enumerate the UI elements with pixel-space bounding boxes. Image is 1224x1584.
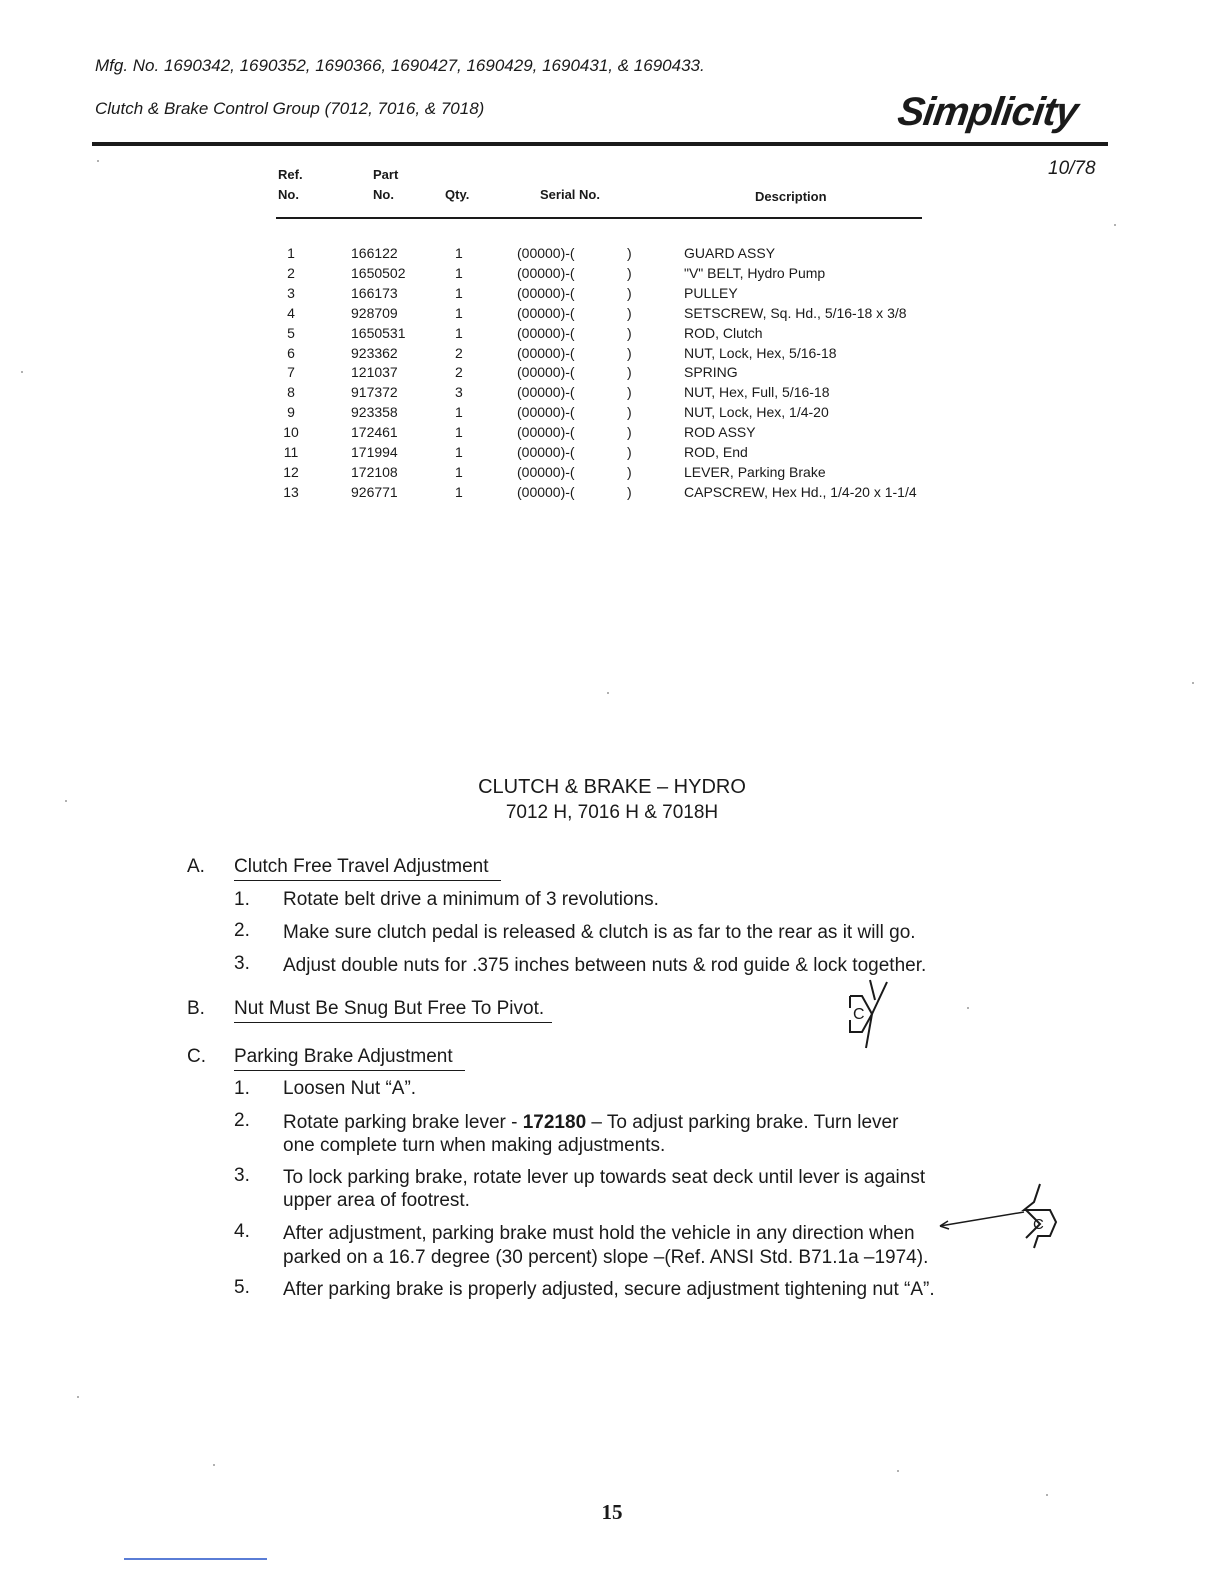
row-serial-start: (00000)-(: [517, 384, 575, 401]
row-description: "V" BELT, Hydro Pump: [684, 264, 826, 281]
row-serial-start: (00000)-(: [517, 344, 575, 361]
section-c-step-3-line-1: To lock parking brake, rotate lever up towards seat deck until lever is against: [283, 1167, 926, 1188]
scan-speck: [21, 371, 23, 373]
row-part-number: 923358: [351, 404, 398, 421]
scan-speck: [1192, 682, 1194, 684]
instructions-subtitle: 7012 H, 7016 H & 7018H: [505, 802, 719, 823]
row-part-number: 121037: [351, 364, 398, 381]
row-description: LEVER, Parking Brake: [684, 463, 826, 480]
header-ref: [278, 165, 303, 205]
row-part-number: 166122: [351, 245, 398, 261]
row-description: CAPSCREW, Hex Hd., 1/4-20 x 1-1/4: [684, 483, 917, 500]
row-description: GUARD ASSY: [684, 245, 776, 261]
header-part-top: Part: [373, 167, 399, 182]
row-serial-start: (00000)-(: [517, 364, 575, 381]
row-qty: 2: [455, 364, 463, 381]
header-qty: Qty.: [445, 187, 470, 202]
row-ref: 13: [283, 483, 299, 500]
row-serial-start: (00000)-(: [517, 444, 575, 460]
header-serial: Serial No.: [540, 187, 600, 202]
scan-speck: [897, 1470, 899, 1472]
table-row: [0, 464, 1224, 484]
row-qty: 3: [455, 384, 463, 401]
instructions-title: CLUTCH & BRAKE – HYDRO: [478, 776, 746, 798]
section-c-step-4-num: 4.: [234, 1221, 250, 1242]
section-c-title: Parking Brake Adjustment: [234, 1046, 465, 1071]
row-serial-end: ): [627, 364, 632, 381]
row-qty: 1: [455, 324, 463, 341]
scan-speck: [97, 160, 99, 162]
row-description: SETSCREW, Sq. Hd., 5/16-18 x 3/8: [684, 304, 907, 321]
row-serial-start: (00000)-(: [517, 483, 575, 500]
header-ref-bottom: No.: [278, 187, 299, 202]
section-c-step-3-line-2: upper area of footrest.: [283, 1190, 470, 1211]
section-c-step-5-num: 5.: [234, 1277, 250, 1298]
row-serial-end: ): [627, 404, 632, 421]
table-row: [0, 245, 1224, 265]
callout-c-marker-c: [930, 1178, 1062, 1258]
row-description: NUT, Lock, Hex, 1/4-20: [684, 404, 829, 421]
revision-date: 10/78: [1048, 158, 1096, 179]
section-c-step-1-text: Loosen Nut “A”.: [283, 1078, 417, 1099]
section-c-step-2-post: – To adjust parking brake. Turn lever: [586, 1112, 899, 1133]
row-serial-end: ): [627, 264, 632, 281]
section-b-title: Nut Must Be Snug But Free To Pivot.: [234, 998, 552, 1023]
row-qty: 1: [455, 483, 463, 500]
row-ref: 5: [287, 324, 295, 341]
row-description: NUT, Hex, Full, 5/16-18: [684, 384, 830, 401]
row-ref: 7: [287, 364, 295, 381]
row-ref: 11: [283, 444, 299, 460]
row-ref: 8: [287, 384, 295, 401]
table-row: [0, 384, 1224, 404]
row-part-number: 171994: [351, 444, 398, 460]
row-qty: 1: [455, 245, 463, 261]
row-description: PULLEY: [684, 284, 738, 301]
section-c-step-4-line-1: After adjustment, parking brake must hold the vehicle in any direction when: [283, 1223, 915, 1244]
row-serial-end: ): [627, 444, 632, 460]
simplicity-logo: Simplicity: [894, 90, 1081, 134]
row-serial-start: (00000)-(: [517, 284, 575, 301]
footer-underline: [124, 1558, 267, 1560]
row-part-number: 926771: [351, 483, 398, 500]
section-c-step-2-line-1: [283, 1110, 898, 1135]
section-a-step-1-num: 1.: [234, 889, 250, 910]
row-part-number: 1650502: [351, 264, 406, 281]
table-row: [0, 484, 1224, 504]
row-ref: 10: [283, 424, 299, 441]
row-qty: 2: [455, 344, 463, 361]
section-a-letter: A.: [187, 856, 205, 877]
table-row: [0, 285, 1224, 305]
header-ref-top: Ref.: [278, 167, 303, 182]
header-part: [373, 165, 398, 205]
section-a-step-2-num: 2.: [234, 920, 250, 941]
section-a-step-3-text: Adjust double nuts for .375 inches between nuts & rod guide & lock together.: [283, 955, 927, 976]
row-serial-start: (00000)-(: [517, 324, 575, 341]
table-row: [0, 404, 1224, 424]
row-serial-start: (00000)-(: [517, 304, 575, 321]
section-c-step-2-pre: Rotate parking brake lever -: [283, 1112, 523, 1133]
row-qty: 1: [455, 304, 463, 321]
row-serial-end: ): [627, 324, 632, 341]
row-serial-start: (00000)-(: [517, 264, 575, 281]
section-c-step-1-num: 1.: [234, 1078, 250, 1099]
row-ref: 4: [287, 304, 295, 321]
row-description: ROD, End: [684, 444, 748, 460]
row-ref: 9: [287, 404, 295, 421]
table-row: [0, 325, 1224, 345]
row-part-number: 928709: [351, 304, 398, 321]
scan-speck: [1114, 224, 1116, 226]
lever-part-number: 172180: [522, 1112, 587, 1133]
row-part-number: 923362: [351, 344, 398, 361]
scan-speck: [77, 1396, 79, 1398]
row-description: SPRING: [684, 364, 738, 381]
mfg-numbers: Mfg. No. 1690342, 1690352, 1690366, 1690427, 1690429, 1690431, & 1690433.: [95, 56, 705, 75]
row-serial-end: ): [627, 424, 632, 441]
table-header-rule: [276, 217, 922, 219]
row-part-number: 172108: [351, 463, 398, 480]
row-serial-start: (00000)-(: [517, 424, 575, 441]
section-c-step-2-num: 2.: [234, 1110, 250, 1131]
header-rule: [92, 142, 1108, 146]
row-part-number: 917372: [351, 384, 398, 401]
row-serial-start: (00000)-(: [517, 404, 575, 421]
table-row: [0, 424, 1224, 444]
group-title: Clutch & Brake Control Group (7012, 7016, & 7018): [95, 99, 485, 118]
scan-speck: [1046, 1494, 1048, 1496]
scan-speck: [65, 800, 67, 802]
row-qty: 1: [455, 444, 463, 460]
row-serial-end: ): [627, 344, 632, 361]
row-ref: 2: [287, 264, 295, 281]
row-serial-end: ): [627, 463, 632, 480]
row-ref: 12: [283, 463, 299, 480]
table-row: [0, 364, 1224, 384]
row-serial-end: ): [627, 304, 632, 321]
section-b-letter: B.: [187, 998, 205, 1019]
row-qty: 1: [455, 463, 463, 480]
row-serial-end: ): [627, 245, 632, 261]
row-ref: 6: [287, 344, 295, 361]
row-ref: 1: [287, 245, 295, 261]
callout-c-letter-b: C: [853, 1006, 865, 1023]
row-qty: 1: [455, 264, 463, 281]
row-part-number: 166173: [351, 284, 398, 301]
row-serial-end: ): [627, 483, 632, 500]
row-part-number: 172461: [351, 424, 398, 441]
row-qty: 1: [455, 424, 463, 441]
section-c-step-4-line-2: parked on a 16.7 degree (30 percent) slope –(Ref. ANSI Std. B71.1a –1974).: [283, 1247, 929, 1268]
section-c-step-5-text: After parking brake is properly adjusted, secure adjustment tightening nut “A”.: [283, 1279, 935, 1300]
section-a-title: Clutch Free Travel Adjustment: [234, 856, 501, 881]
row-qty: 1: [455, 284, 463, 301]
header-part-bottom: No.: [373, 187, 394, 202]
section-a-step-1-text: Rotate belt drive a minimum of 3 revolutions.: [283, 889, 659, 910]
row-description: NUT, Lock, Hex, 5/16-18: [684, 344, 837, 361]
scan-speck: [213, 1464, 215, 1466]
row-serial-end: ): [627, 284, 632, 301]
page-number: 15: [601, 1500, 623, 1524]
table-row: [0, 345, 1224, 365]
row-ref: 3: [287, 284, 295, 301]
section-a-step-3-num: 3.: [234, 953, 250, 974]
row-qty: 1: [455, 404, 463, 421]
section-c-step-2-line-2: one complete turn when making adjustments.: [283, 1135, 666, 1156]
callout-c-marker-b: [842, 978, 898, 1052]
row-description: ROD ASSY: [684, 424, 756, 441]
table-row: [0, 265, 1224, 285]
row-part-number: 1650531: [351, 324, 406, 341]
scan-speck: [967, 1007, 969, 1009]
row-serial-start: (00000)-(: [517, 245, 575, 261]
row-description: ROD, Clutch: [684, 324, 763, 341]
table-row: [0, 305, 1224, 325]
section-c-step-3-num: 3.: [234, 1165, 250, 1186]
table-row: [0, 444, 1224, 464]
scan-speck: [607, 692, 609, 694]
header-description: Description: [755, 189, 827, 204]
section-c-letter: C.: [187, 1046, 206, 1067]
callout-c-letter-c: C: [1033, 1216, 1044, 1233]
section-a-step-2-text: Make sure clutch pedal is released & clutch is as far to the rear as it will go.: [283, 922, 916, 943]
row-serial-end: ): [627, 384, 632, 401]
row-serial-start: (00000)-(: [517, 463, 575, 480]
